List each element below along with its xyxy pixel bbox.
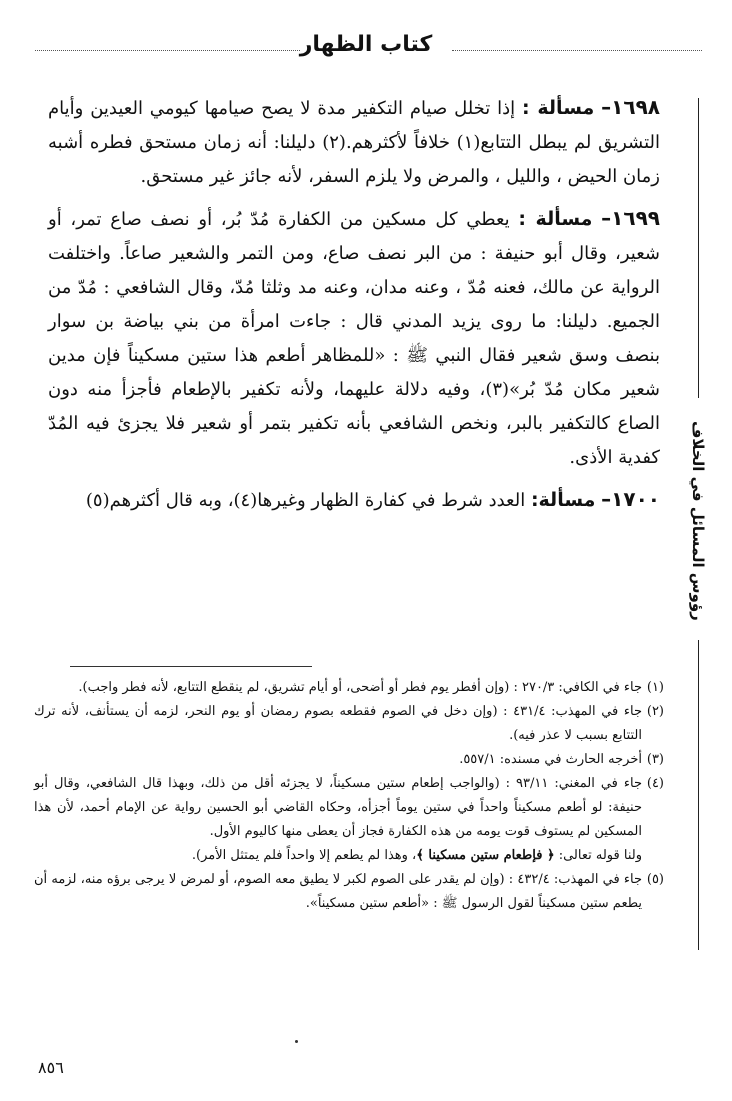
masala-text: يعطي كل مسكين من الكفارة مُدّ بُر، أو نصف صاع تمر، أو شعير، وقال أبو حنيفة : من البر نصف صاع، ومن التمر والشعير صاعاً. واختلفت الرواية عن مالك، فعنه مُدّ ، وعنه مدان، وعنه مد وثلثا مُدّ، وقال الشافعي : مُدّ من الجميع. دليلنا: ما روى يزيد المدني قال : جاءت امرأة من بني بياضة بن سوار بنصف وسق شعير فقال النبي ﷺ : «للمظاهر أطعم هذا ستين مسكيناً فإن مدين شعير مكان مُدّ بُر»(٣)، وفيه دلالة عليهما، ولأنه تكفير بالإطعام فأجزأ منه دون الصاع كالتكفير بالبر، ونخص الشافعي بأنه تكفير بتمر أو شعير فلا يجزئ فيه المُدّ كفدية الأذى. bbox=[48, 209, 660, 468]
footnote-text: جاء في الكافي: ٢٧٠/٣ : (وإن أفطر يوم فطر أو أضحى، أو أيام تشريق، لم ينقطع التتابع، لأنه فطر واجب). bbox=[78, 680, 642, 695]
masala-1700 bbox=[48, 482, 660, 518]
footnote-3 bbox=[34, 748, 664, 772]
side-rule-bottom bbox=[698, 640, 699, 950]
footnote-text: جاء في المهذب: ٤٣٢/٤ : (وإن لم يقدر على الصوم لكبر لا يطيق معه الصوم، أو لمرض لا يرجى برؤه منه، لزمه أن يطعم ستين مسكيناً لقول الرسول ﷺ : «أطعم ستين مسكيناً». bbox=[34, 872, 642, 911]
footnote-number: (٤) bbox=[646, 776, 664, 791]
footnote-number: (٣) bbox=[646, 752, 664, 767]
footnote-5 bbox=[34, 868, 664, 916]
quran-verse: ﴿ فإطعام ستين مسكينا ﴾ bbox=[416, 848, 555, 863]
masala-number: ١٧٠٠– bbox=[601, 487, 660, 511]
footnote-1 bbox=[34, 676, 664, 700]
masala-1698 bbox=[48, 90, 660, 194]
continuation-before: ولنا قوله تعالى: bbox=[558, 848, 642, 863]
footnote-text: جاء في المهذب: ٤٣١/٤ : (وإن دخل في الصوم فقطعه بصوم رمضان أو يوم النحر، لزمه أن يستأنف، لأنه ترك التتابع بسبب لا عذر فيه). bbox=[34, 704, 642, 743]
masala-number: ١٦٩٩– bbox=[601, 206, 660, 230]
main-text bbox=[48, 90, 660, 525]
footnotes bbox=[34, 676, 664, 916]
masala-label: مسألة : bbox=[522, 97, 595, 119]
footnote-text: أخرجه الحارث في مسنده: ٥٥٧/١. bbox=[459, 752, 642, 767]
side-book-title: رؤوس المسائل في الخلاف bbox=[689, 420, 707, 621]
footnote-text: جاء في المغني: ٩٣/١١ : (والواجب إطعام ستين مسكيناً، لا يجزئه أقل من ذلك، وبهذا قال الشافعي، وقال أبو حنيفة: لو أطعم مسكيناً واحداً في ستين يوماً أجزأه، وحكاه القاضي أبو الحسين رواية عن الإمام أحمد، لأن هذا المسكين لم يستوف قوت يومه من هذه الكفارة فجاز أن يعطى منها كاليوم الأول. bbox=[34, 776, 642, 839]
footnote-4-continuation bbox=[34, 844, 664, 868]
continuation-after: ، وهذا لم يطعم إلا واحداً فلم يمتثل الأمر). bbox=[191, 848, 417, 863]
masala-text: إذا تخلل صيام التكفير مدة لا يصح صيامها كيومي العيدين وأيام التشريق لم يبطل التتابع(١) خلافاً لأكثرهم.(٢) دليلنا: أنه زمان مستحق فطره أشبه زمان الحيض ، والليل ، والمرض ولا يلزم السفر، لأنه جائز غير مستحق. bbox=[48, 98, 660, 187]
masala-number: ١٦٩٨– bbox=[601, 95, 660, 119]
page-number: ٨٥٦ bbox=[38, 1058, 64, 1077]
footnote-2 bbox=[34, 700, 664, 748]
page-title: كتاب الظهار bbox=[299, 32, 433, 57]
footnote-4 bbox=[34, 772, 664, 844]
stray-dot bbox=[295, 1040, 298, 1043]
footnote-number: (٥) bbox=[646, 872, 664, 887]
footnote-number: (٢) bbox=[646, 704, 664, 719]
footnote-separator bbox=[70, 666, 312, 667]
masala-label: مسألة: bbox=[530, 489, 596, 511]
masala-label: مسألة : bbox=[518, 208, 593, 230]
side-rule-top bbox=[698, 98, 699, 398]
masala-1699 bbox=[48, 201, 660, 475]
masala-text: العدد شرط في كفارة الظهار وغيرها(٤)، وبه قال أكثرهم(٥) bbox=[85, 490, 526, 511]
footnote-number: (١) bbox=[646, 680, 664, 695]
